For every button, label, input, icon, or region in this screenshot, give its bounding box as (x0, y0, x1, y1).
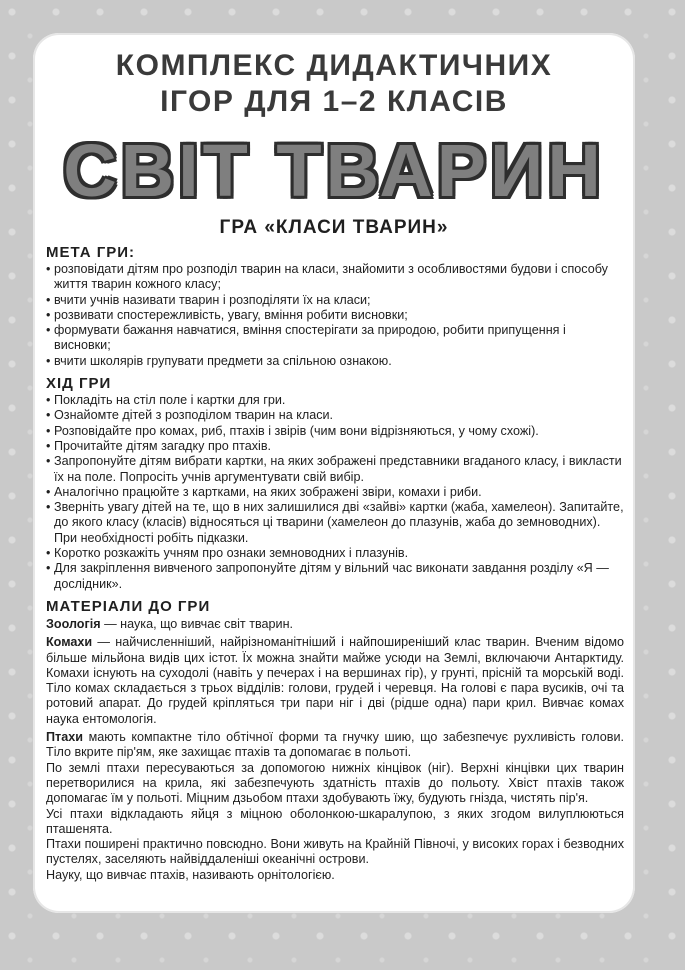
game-title: ГРА «КЛАСИ ТВАРИН» (219, 217, 449, 238)
list-item: • Аналогічно працюйте з картками, на яких зображені звіри, комахи і риби. (46, 485, 624, 500)
materials-heading: МАТЕРІАЛИ ДО ГРИ (46, 597, 211, 615)
birds-term: Птахи (46, 730, 83, 745)
procedure-heading: ХІД ГРИ (46, 375, 112, 393)
zoology-term: Зоологія (46, 616, 101, 631)
list-item: • вчити учнів називати тварин і розподіляти їх на класи; (46, 293, 624, 308)
list-item: • вчити школярів групувати предмети за спільною ознакою. (46, 354, 624, 369)
list-item: • Розповідайте про комах, риб, птахів і звірів (чим вони відрізняються, у чому схожі). (46, 424, 624, 439)
birds-text: мають компактне тіло обтічної форми та гнучку шию, що забезпечує рухливість голови. Тіло вкрите пір'ям, яке захищає птахів та допомагає в польоті. (46, 730, 624, 760)
birds-paragraph-2: По землі птахи пересуваються за допомогою нижніх кінцівок (ніг). Верхні кінцівки цих тварин перетворилися на крила, які забезпечують здатність птахів до польоту. Хвіст птахів також допомагає їм у польоті. Міцним дзьобом птахи здобувають їжу, будують гнізда, чистять пір'я. (46, 760, 624, 806)
list-item: • Покладіть на стіл поле і картки для гри. (46, 393, 624, 408)
zoology-text: — наука, що вивчає світ тварин. (100, 616, 294, 631)
list-item: • формувати бажання навчатися, вміння спостерігати за природою, робити припущення і висновки; (46, 323, 624, 354)
zoology-paragraph (46, 617, 624, 632)
subtitle-line-2: ІГОР ДЛЯ 1–2 КЛАСІВ (160, 85, 508, 118)
procedure-list (46, 393, 624, 592)
insects-term: Комахи (46, 635, 93, 650)
subtitle-line-1: КОМПЛЕКС ДИДАКТИЧНИХ (115, 49, 553, 82)
list-item: • Прочитайте дітям загадку про птахів. (46, 439, 624, 454)
list-item: • Зверніть увагу дітей на те, що в них залишилися дві «зайві» картки (жаба, хамелеон). Запитайте, до якого класу (класів) відносяться ці тварини (хамелеон до плазунів, жаба до земноводних). При необхідності робіть підказки. (46, 500, 624, 546)
birds-paragraph (46, 730, 624, 761)
list-item: • Для закріплення вивченого запропонуйте дітям у вільний час виконати завдання розділу «Я — дослідник». (46, 561, 624, 592)
list-item: • розвивати спостережливість, увагу, вміння робити висновки; (46, 308, 624, 323)
list-item: • Коротко розкажіть учням про ознаки земноводних і плазунів. (46, 546, 624, 561)
birds-paragraph-4: Птахи поширені практично повсюдно. Вони живуть на Крайній Півночі, у високих горах і безводних пустелях, заселяють найвіддаленіші океанічні острови. (46, 837, 624, 867)
goal-heading: МЕТА ГРИ: (46, 244, 136, 261)
birds-paragraph-3: Усі птахи відкладають яйця з міцною оболонкою-шкаралупою, з яких згодом вилуплюються пташенята. (46, 806, 624, 836)
goal-list (46, 262, 624, 369)
insects-text: — найчисленніший, найрізноманітніший і найпоширеніший клас тварин. Вченим відомо більше мільйона видів цих істот. Їх можна знайти майже усюди на Землі, включаючи Антарктиду. Комахи існують на суходолі (навіть у печерах і на вершинах гір), у грунті, прісній та морській воді. Тіло комах складається з трьох відділів: голови, грудей і черевця. На голові є пара вусиків, очі та ротовий апарат. До грудей кріпляться три пари ніг і дві (рідше одна) пари крил. Вивчає комах наука ентомологія. (46, 635, 624, 726)
list-item: • розповідати дітям про розподіл тварин на класи, знайомити з особливостями будови і способу життя тварин кожного класу; (46, 262, 624, 293)
series-subtitle (33, 48, 635, 120)
list-item: • Запропонуйте дітям вибрати картки, на яких зображені представники вгаданого класу, і викласти їх на поле. Попросіть учнів аргументувати свій вибір. (46, 454, 624, 485)
birds-paragraph-5: Науку, що вивчає птахів, називають орнітологією. (46, 867, 335, 882)
list-item: • Ознайомте дітей з розподілом тварин на класи. (46, 408, 624, 423)
main-title: СВІТ ТВАРИН (63, 129, 605, 212)
insects-paragraph (46, 635, 624, 727)
document-body (46, 244, 624, 883)
